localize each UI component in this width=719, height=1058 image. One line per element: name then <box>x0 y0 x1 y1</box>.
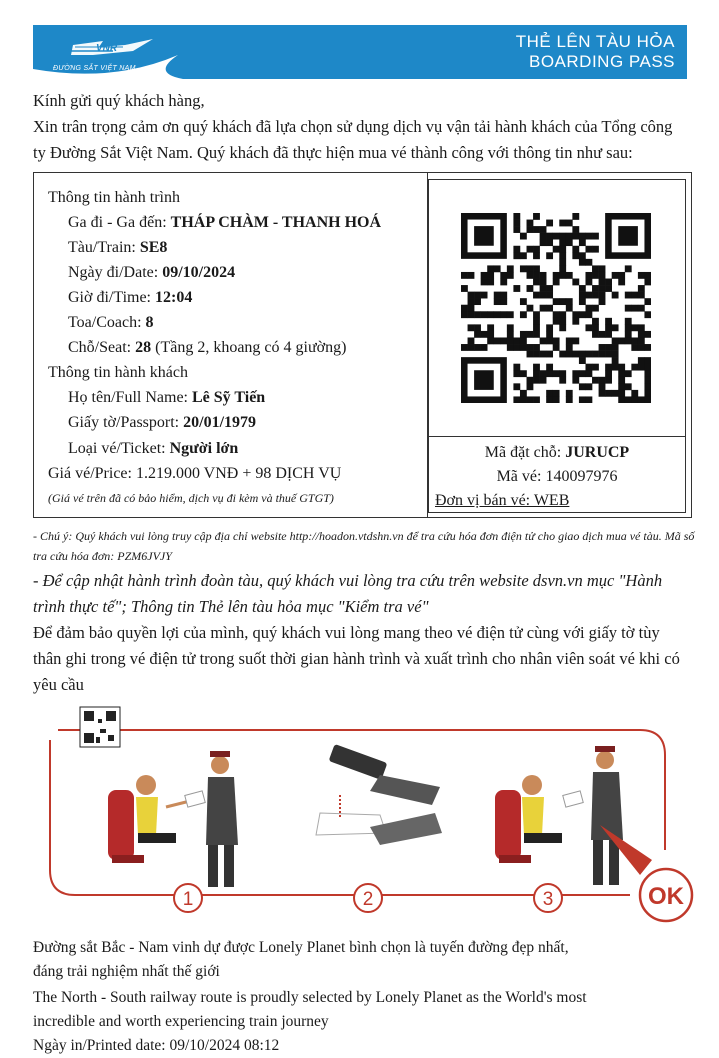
step-2-label: 2 <box>362 889 374 910</box>
ticket-type-value: Người lớn <box>169 440 239 457</box>
ticket-box <box>33 172 692 518</box>
step-1-label: 1 <box>182 889 194 910</box>
greeting: Kính gửi quý khách hàng, <box>33 91 205 110</box>
update-note-2: trình thực tế"; Thông tin Thẻ lên tàu hỏa mục "Kiểm tra vé" <box>33 597 429 616</box>
ok-pointer <box>600 825 652 875</box>
date-value: 09/10/2024 <box>162 264 236 281</box>
trip-section-title: Thông tin hành trình <box>48 189 180 206</box>
update-note-1: - Để cập nhật hành trình đoàn tàu, quý khách vui lòng tra cứu trên website dsvn.vn mục "Hành <box>33 571 663 590</box>
seat-value: 28 <box>135 339 152 356</box>
footer-en-1: The North - South railway route is proudly selected by Lonely Planet as the World's most <box>33 989 587 1006</box>
ok-label: OK <box>648 883 684 910</box>
footer-vi-2: đáng trải nghiệm nhất thế giới <box>33 963 220 980</box>
booking-codes <box>428 437 686 513</box>
passport-value: 20/01/1979 <box>183 414 257 431</box>
rights-note-1: Để đảm bảo quyền lợi của mình, quý khách vui lòng mang theo vé điện tử cùng với giấy tờ tùy <box>33 623 660 642</box>
seat-detail: (Tầng 2, khoang có 4 giường) <box>155 339 347 356</box>
time-row: Giờ đi/Time: 12:04 <box>68 289 193 306</box>
ticket-info <box>34 173 428 517</box>
train-value: SE8 <box>139 239 168 256</box>
title-en: BOARDING PASS <box>529 52 675 71</box>
rights-note-2: thân ghi trong vé điện tử trong suốt thời gian hành trình và xuất trình cho nhân viên soát vé khi có <box>33 649 680 668</box>
footer-vi-1: Đường sắt Bắc - Nam vinh dự được Lonely Planet bình chọn là tuyến đường đẹp nhất, <box>33 939 569 956</box>
train-row: Tàu/Train: SE8 <box>68 239 168 256</box>
invoice-note: - Chú ý: Quý khách vui lòng truy cập địa chỉ website http://hoadon.vtdshn.vn để tra cứu hóa đơn điện tử cho giao dịch mua vé tàu. Mã số tra cứu hóa đơn: PZM6JVJY <box>33 529 695 563</box>
logo-text: ĐƯỜNG SẮT VIỆT NAM <box>53 65 136 72</box>
seller: Đơn vị bán vé: WEB <box>435 492 570 509</box>
qr-code-box <box>428 179 686 437</box>
coach-value: 8 <box>145 314 154 331</box>
ticket-type-row: Loại vé/Ticket: Người lớn <box>68 440 239 457</box>
header-banner <box>33 25 687 79</box>
boarding-steps-illustration <box>40 705 700 925</box>
printed-date: Ngày in/Printed date: 09/10/2024 08:12 <box>33 1037 280 1054</box>
step-3-label: 3 <box>542 889 554 910</box>
booking-code-row: Mã đặt chỗ: JURUCP <box>484 444 630 461</box>
mini-qr-icon <box>80 707 120 747</box>
passenger-section-title: Thông tin hành khách <box>48 364 188 381</box>
qr-code-icon <box>461 213 651 403</box>
step-3-scene <box>495 746 623 885</box>
intro-line-1: Xin trân trọng cảm ơn quý khách đã lựa chọn sử dụng dịch vụ vận tải hành khách của Tổng công <box>33 117 673 136</box>
step-1-scene <box>108 751 238 887</box>
coach-row: Toa/Coach: 8 <box>68 314 154 331</box>
footer-en-2: incredible and worth experiencing train journey <box>33 1013 329 1030</box>
title-vi: THẺ LÊN TÀU HỎA <box>515 32 675 51</box>
route-value: THÁP CHÀM - THANH HOÁ <box>170 214 382 231</box>
ticket-number: Mã vé: 140097976 <box>496 468 618 485</box>
intro-line-2: ty Đường Sắt Việt Nam. Quý khách đã thực hiện mua vé thành công với thông tin như sau: <box>33 143 633 162</box>
route-row: Ga đi - Ga đến: THÁP CHÀM - THANH HOÁ <box>68 214 382 231</box>
step-2-scene <box>316 744 442 845</box>
price-note: (Giá vé trên đã có bảo hiểm, dịch vụ đi kèm và thuế GTGT) <box>48 491 334 505</box>
boarding-pass-title <box>516 32 675 72</box>
name-row: Họ tên/Full Name: Lê Sỹ Tiến <box>68 389 266 406</box>
date-row: Ngày đi/Date: 09/10/2024 <box>68 264 236 281</box>
price-row: Giá vé/Price: 1.219.000 VNĐ + 98 DỊCH VỤ <box>48 465 342 482</box>
passport-row: Giấy tờ/Passport: 20/01/1979 <box>68 414 257 431</box>
name-value: Lê Sỹ Tiến <box>191 389 266 406</box>
seat-row: Chỗ/Seat: 28 (Tầng 2, khoang có 4 giường) <box>68 339 347 356</box>
rights-note-3: yêu cầu <box>33 675 84 694</box>
booking-code-value: JURUCP <box>565 444 630 461</box>
time-value: 12:04 <box>155 289 193 306</box>
svg-text:VNR: VNR <box>96 43 118 54</box>
